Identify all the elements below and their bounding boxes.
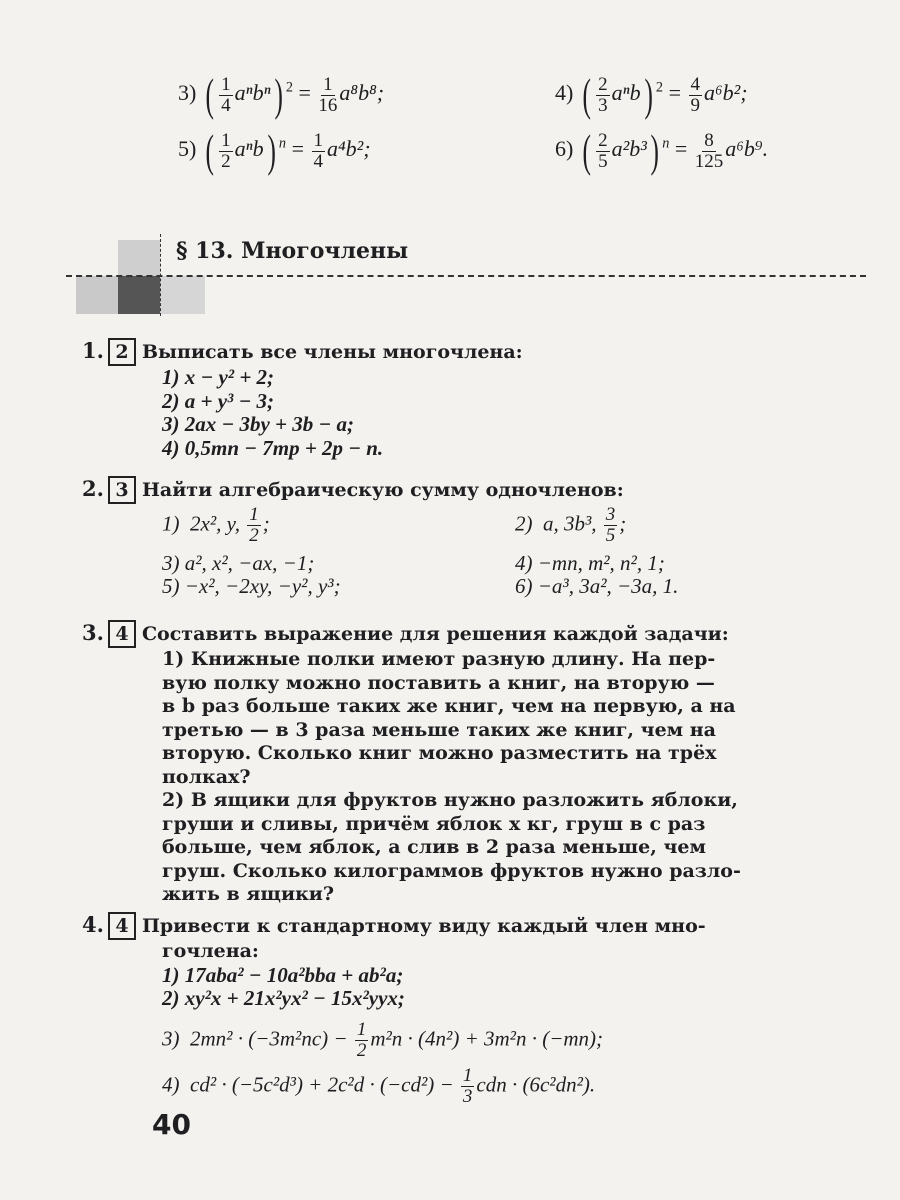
section-divider — [66, 275, 866, 277]
text-line: груши и сливы, причём яблок x кг, груш в c раз — [162, 812, 706, 835]
list-item: 4) 0,5mn − 7mp + 2p − n. — [162, 435, 384, 460]
text-line: 1) Книжные полки имеют разную длину. На пер- — [162, 648, 716, 670]
text-line: полках? — [162, 765, 251, 788]
section-title: § 13. Многочлены — [176, 238, 409, 264]
formula-3: 3) ( $\frac{1}{4}$ aⁿbⁿ) $^2$ = $\frac{1}{16}$ a⁸b⁸; — [178, 69, 385, 120]
text-line: вую полку можно поставить a книг, на вторую — — [162, 671, 715, 694]
page-number: 40 — [152, 1108, 191, 1141]
problem-2: 2. 3 Найти алгебраическую сумму одночленов: — [82, 476, 872, 504]
decor-square-dark — [118, 276, 160, 314]
difficulty-badge: 2 — [108, 338, 136, 366]
list-item: 5) −x², −2xy, −y², y³; — [162, 574, 341, 598]
list-item: 3) 2ax − 3by + 3b − a; — [162, 412, 354, 436]
formula-6: 6) ( $\frac{2}{5}$ a²b³) $^n$ = $\frac{8}{125}$ a⁶b⁹. — [555, 125, 769, 176]
text-line: третью — в 3 раза меньше таких же книг, чем на — [162, 718, 716, 741]
text-line: в b раз больше таких же книг, чем на первую, а на — [162, 695, 736, 717]
problem-4: 4. 4 Привести к стандартному виду каждый член мно- гочлена: 1) 17aba² − 10a²bba + ab²a; 2) xy²x + 21x²yx² − 15x²yyx; — [82, 912, 882, 1011]
text-line: груш. Сколько килограммов фруктов нужно разло- — [162, 859, 741, 882]
text-line: жить в ящики? — [162, 883, 335, 905]
list-item: 2) a, 3b³, $\frac{3}{5}$ ; — [515, 504, 627, 546]
list-item: 1) 17aba² − 10a²bba + ab²a; — [162, 962, 404, 987]
list-item: 2) xy²x + 21x²yx² − 15x²yyx; — [162, 986, 405, 1010]
text-line: больше, чем яблок, а слив в 2 раза меньше, чем — [162, 836, 706, 858]
list-item: 4) −mn, m², n², 1; — [515, 551, 665, 575]
list-item: 4) cd² · (−5c²d³) + 2c²d · (−cd²) − $\frac{1}{3}$ cdn · (6c²dn²). — [162, 1065, 596, 1107]
text-line: 2) В ящики для фруктов нужно разложить яблоки, — [162, 789, 738, 811]
list-item: 1) 2x², y, $\frac{1}{2}$ ; — [162, 504, 270, 546]
problem-1: 1. 2 Выписать все члены многочлена: 1) x − y² + 2; 2) a + y³ − 3; 3) 2ax − 3by + 3b − a; 4) 0,5mn − 7mp + 2p − n. — [82, 338, 872, 460]
text-line: вторую. Сколько книг можно разместить на трёх — [162, 742, 717, 764]
list-item: 3) a², x², −ax, −1; — [162, 551, 315, 575]
list-item: 1) x − y² + 2; — [162, 365, 275, 389]
list-item: 2) a + y³ − 3; — [162, 388, 275, 413]
difficulty-badge: 3 — [108, 476, 136, 504]
list-item: 6) −a³, 3a², −3a, 1. — [515, 574, 679, 598]
problem-3: 3. 4 Составить выражение для решения каждой задачи: 1) Книжные полки имеют разную длину. На пер- вую полку можно поставить a книг, на вторую — в b раз больше таких же книг, чем на первую, а на третью — в 3 раза меньше таких же книг, чем на вторую. Сколько книг можно разместить на трёх полках? 2) В ящики для фруктов нужно разложить яблоки, груши и сливы, причём яблок x кг, груш в c раз больше, чем яблок, а слив в 2 раза меньше, чем груш. Сколько килограммов фруктов нужно разло- жить в ящики? — [82, 620, 882, 907]
difficulty-badge: 4 — [108, 912, 136, 940]
formula-5: 5) ( $\frac{1}{2}$ aⁿb) $^n$ = $\frac{1}{4}$ a⁴b²; — [178, 125, 371, 176]
formula-4: 4) ( $\frac{2}{3}$ aⁿb) $^2$ = $\frac{4}{9}$ a⁶b²; — [555, 69, 748, 120]
decor-square — [160, 276, 205, 314]
list-item: 3) 2mn² · (−3m²nc) − $\frac{1}{2}$ m²n · (4n²) + 3m²n · (−mn); — [162, 1019, 604, 1061]
decor-square — [118, 240, 160, 276]
difficulty-badge: 4 — [108, 620, 136, 648]
decor-square — [76, 276, 118, 314]
